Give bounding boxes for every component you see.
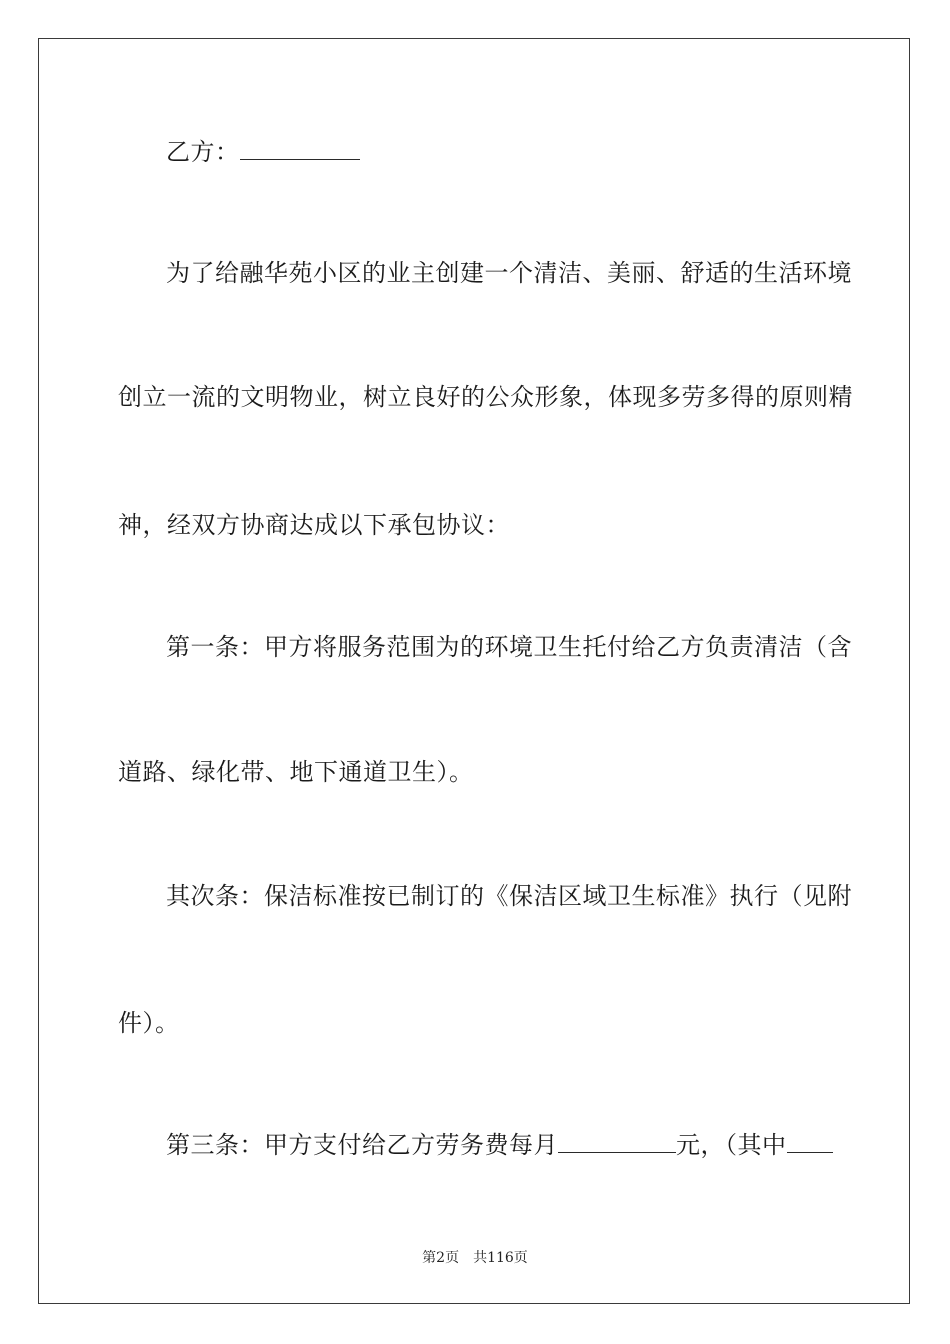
article-2-line-1: 其次条：保洁标准按已制订的《保洁区域卫生标准》执行（见附	[166, 882, 852, 910]
article-2-line-2: 件）。	[118, 1009, 180, 1037]
article-3-text-a: 第三条：甲方支付给乙方劳务费每月	[166, 1131, 558, 1159]
party-b-blank	[240, 137, 360, 160]
article-3-text-b: 元，（其中	[676, 1131, 787, 1159]
paragraph-intro-line-2: 创立一流的文明物业，树立良好的公众形象，体现多劳多得的原则精	[118, 383, 853, 411]
monthly-fee-blank	[558, 1130, 676, 1153]
party-b-line	[166, 137, 881, 167]
paragraph-intro-line-1: 为了给融华苑小区的业主创建一个清洁、美丽、舒适的生活环境	[166, 259, 852, 287]
page-number-footer: 第2页 共116页	[422, 1250, 528, 1266]
article-3-line-1	[166, 1130, 836, 1160]
party-b-label: 乙方：	[166, 138, 240, 166]
article-1-line-2: 道路、绿化带、地下通道卫生）。	[118, 758, 474, 786]
paragraph-intro-line-3: 神，经双方协商达成以下承包协议：	[118, 511, 510, 539]
article-1-line-1: 第一条：甲方将服务范围为的环境卫生托付给乙方负责清洁（含	[166, 633, 852, 661]
article-3-trailing-blank	[787, 1130, 833, 1153]
page-frame	[38, 38, 910, 1304]
